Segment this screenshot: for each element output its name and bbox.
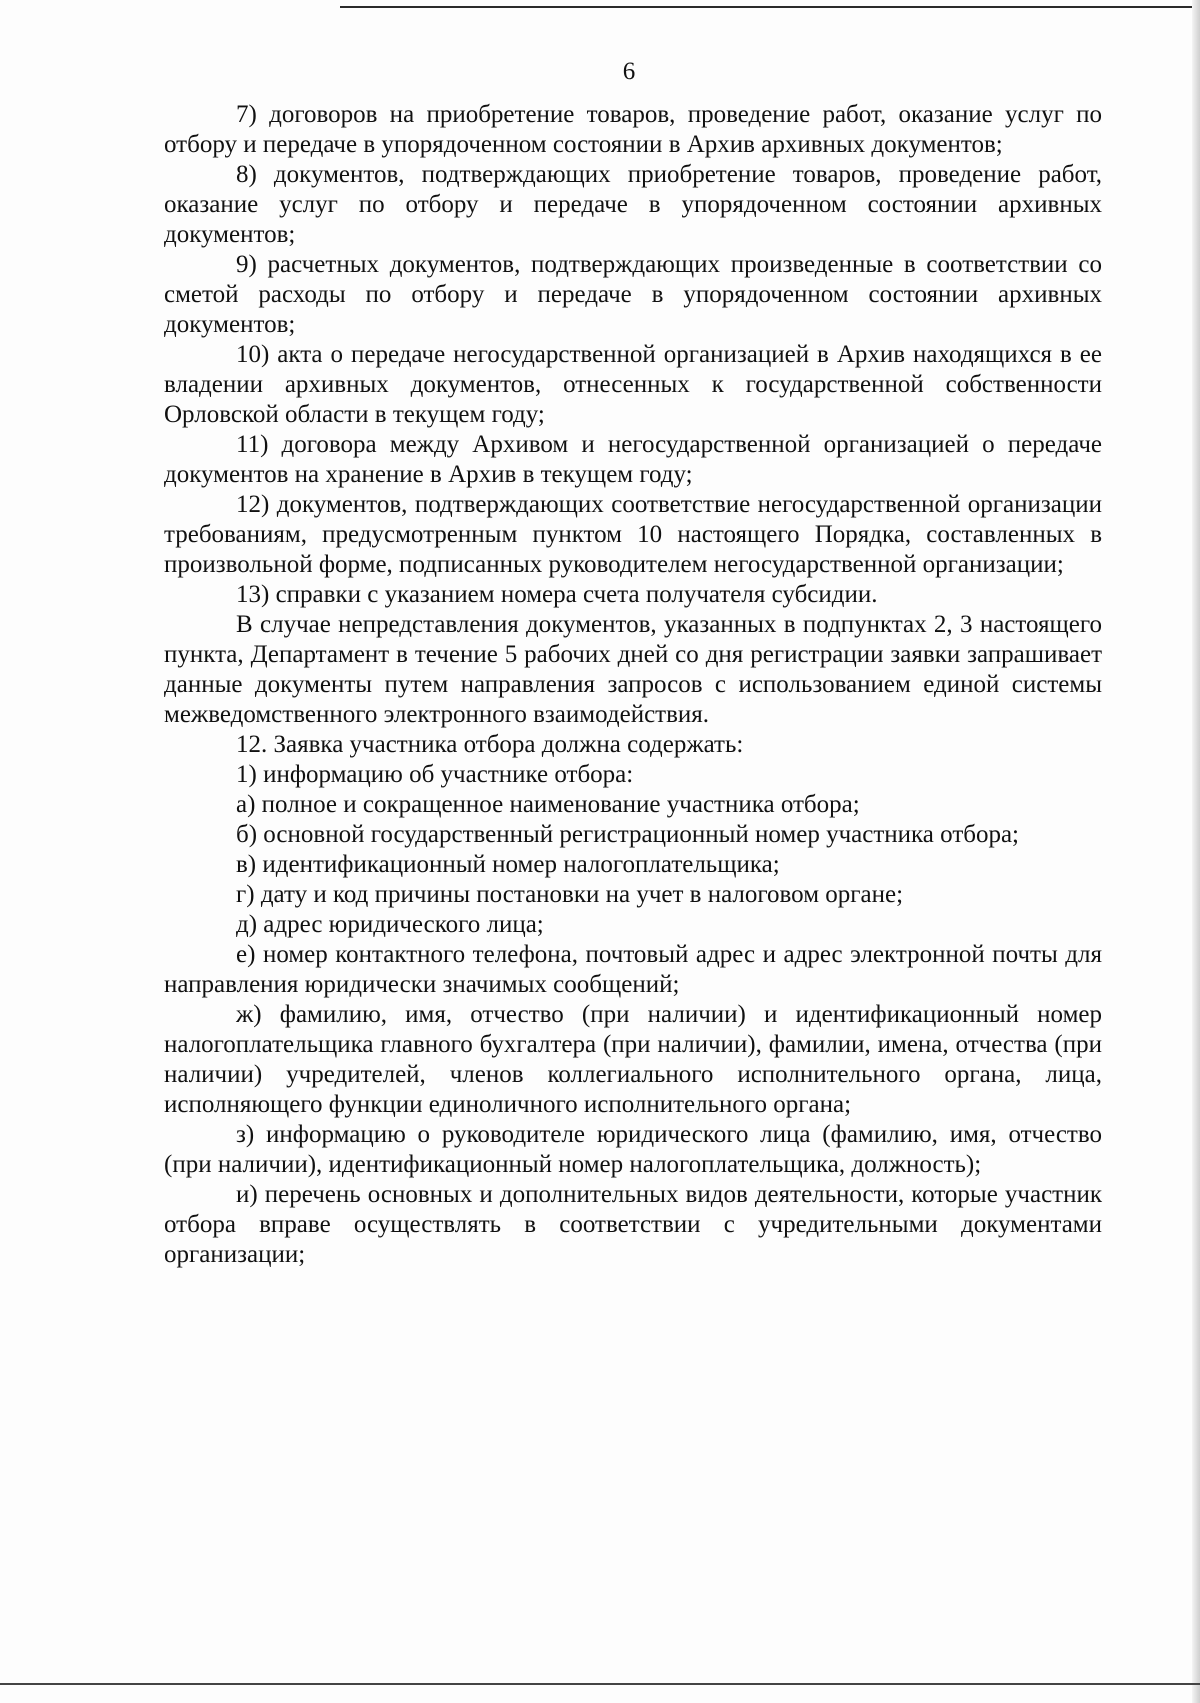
paragraph-item-8: 8) документов, подтверждающих приобретение товаров, проведение работ, оказание услуг по отбору и передаче в упорядоченном состоянии архивных документов; [164, 161, 1102, 248]
paragraph-item-10: 10) акта о передаче негосударственной организацией в Архив находящихся в ее владении архивных документов, отнесенных к государственной собственности Орловской области в текущем году; [164, 341, 1102, 428]
paragraph-subitem-a: а) полное и сокращенное наименование участника отбора; [236, 791, 860, 818]
scan-edge-top [340, 0, 1200, 8]
paragraph-subitem-d: д) адрес юридического лица; [236, 911, 544, 938]
paragraph-subitem-e: е) номер контактного телефона, почтовый адрес и адрес электронной почты для направления юридически значимых сообщений; [164, 941, 1102, 998]
paragraph-subitem-v: в) идентификационный номер налогоплательщика; [236, 851, 780, 878]
paragraph-item-11: 11) договора между Архивом и негосударственной организацией о передаче документов на хранение в Архив в текущем году; [164, 431, 1102, 488]
paragraph-item-7: 7) договоров на приобретение товаров, проведение работ, оказание услуг по отбору и передаче в упорядоченном состоянии в Архив архивных документов; [164, 101, 1102, 158]
page-number: 6 [622, 58, 636, 85]
paragraph-subitem-1: 1) информацию об участнике отбора: [236, 761, 634, 788]
paragraph-item-12: 12) документов, подтверждающих соответствие негосударственной организации требованиям, предусмотренным пунктом 10 настоящего Порядка, составленных в произвольной форме, подписанных руководителем негосударственной организации; [164, 491, 1102, 578]
paragraph-item-13: 13) справки с указанием номера счета получателя субсидии. [236, 581, 878, 608]
paragraph-subitem-b: б) основной государственный регистрационный номер участника отбора; [236, 821, 1020, 848]
paragraph-section-12: 12. Заявка участника отбора должна содержать: [236, 731, 744, 758]
paragraph-subitem-zh: ж) фамилию, имя, отчество (при наличии) и идентификационный номер налогоплательщика главного бухгалтера (при наличии), фамилии, имена, отчества (при наличии) учредителей, членов коллегиального исполнительного органа, лица, исполняющего функции единоличного исполнительного органа; [164, 1001, 1102, 1118]
paragraph-missing-documents: В случае непредставления документов, указанных в подпунктах 2, 3 настоящего пункта, Департамент в течение 5 рабочих дней со дня регистрации заявки запрашивает данные документы путем направления запросов с использованием единой системы межведомственного электронного взаимодействия. [164, 611, 1102, 728]
document-body [164, 100, 1102, 1270]
paragraph-subitem-i: и) перечень основных и дополнительных видов деятельности, которые участник отбора вправе осуществлять в соответствии с учредительными документами организации; [164, 1181, 1102, 1268]
paragraph-item-9: 9) расчетных документов, подтверждающих произведенные в соответствии со сметой расходы по отбору и передаче в упорядоченном состоянии архивных документов; [164, 251, 1102, 338]
paragraph-subitem-g: г) дату и код причины постановки на учет в налоговом органе; [236, 881, 904, 908]
scan-edge-bottom [0, 1683, 1200, 1685]
scan-edge-right [1192, 0, 1200, 1703]
paragraph-subitem-z: з) информацию о руководителе юридического лица (фамилию, имя, отчество (при наличии), идентификационный номер налогоплательщика, должность); [164, 1121, 1102, 1178]
